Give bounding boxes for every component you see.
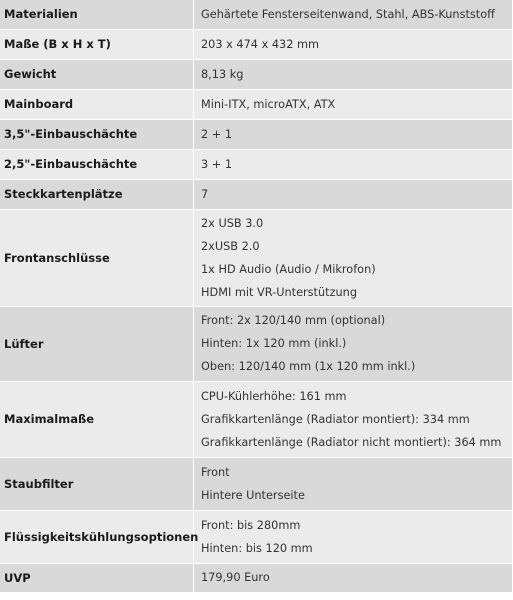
spec-value-line: 2x USB 3.0 — [201, 216, 264, 230]
spec-key: Frontanschlüsse — [0, 209, 194, 306]
spec-row-dust-filter — [0, 457, 513, 510]
spec-value-line: 2 + 1 — [201, 127, 233, 141]
spec-value-line: Hinten: 1x 120 mm (inkl.) — [201, 337, 347, 350]
spec-value — [194, 306, 513, 381]
spec-value-line: CPU-Kühlerhöhe: 161 mm — [201, 389, 347, 403]
spec-row-materials — [0, 0, 513, 29]
spec-value — [194, 209, 513, 306]
spec-row-dimensions — [0, 29, 513, 59]
spec-value-line: 7 — [201, 187, 209, 201]
spec-row-mainboard — [0, 89, 513, 119]
spec-key: Steckkartenplätze — [0, 179, 194, 209]
spec-key: Materialien — [0, 0, 194, 29]
spec-value-line: 3 + 1 — [201, 157, 233, 171]
spec-value-line: Front: bis 280mm — [201, 518, 301, 532]
spec-value-line: Mini-ITX, microATX, ATX — [201, 97, 336, 111]
spec-key: UVP — [0, 563, 194, 592]
spec-value-line: Front: 2x 120/140 mm (optional) — [201, 314, 386, 327]
spec-value-line: Front — [201, 465, 230, 479]
spec-value — [194, 29, 513, 59]
spec-row-liquid-cooling — [0, 510, 513, 563]
spec-key: 3,5"-Einbauschächte — [0, 119, 194, 149]
spec-value-line: Oben: 120/140 mm (1x 120 mm inkl.) — [201, 360, 416, 373]
spec-value — [194, 89, 513, 119]
spec-value — [194, 510, 513, 563]
spec-key: Mainboard — [0, 89, 194, 119]
spec-value — [194, 457, 513, 510]
spec-value-line: 203 x 474 x 432 mm — [201, 37, 320, 51]
spec-value — [194, 59, 513, 89]
spec-row-front-ports — [0, 209, 513, 306]
spec-value-line: Hintere Unterseite — [201, 488, 305, 502]
spec-row-weight — [0, 59, 513, 89]
spec-value-line: Grafikkartenlänge (Radiator montiert): 334 mm — [201, 412, 470, 426]
spec-value — [194, 563, 513, 592]
spec-value-line: Gehärtete Fensterseitenwand, Stahl, ABS-Kunststoff — [201, 7, 495, 21]
spec-row-25-bays — [0, 149, 513, 179]
spec-key: Gewicht — [0, 59, 194, 89]
spec-value-line: Hinten: bis 120 mm — [201, 541, 313, 555]
spec-value — [194, 179, 513, 209]
spec-row-35-bays — [0, 119, 513, 149]
spec-value-line: 2xUSB 2.0 — [201, 239, 260, 253]
spec-key: Maximalmaße — [0, 381, 194, 457]
spec-value-line: 1x HD Audio (Audio / Mikrofon) — [201, 262, 376, 276]
spec-value — [194, 119, 513, 149]
spec-row-max-dimensions — [0, 381, 513, 457]
spec-key: Lüfter — [0, 306, 194, 381]
spec-value-line: 179,90 Euro — [201, 571, 270, 584]
spec-key: Staubfilter — [0, 457, 194, 510]
spec-row-price — [0, 563, 513, 592]
spec-row-expansion-slots — [0, 179, 513, 209]
spec-value-line: Grafikkartenlänge (Radiator nicht montiert): 364 mm — [201, 435, 502, 449]
spec-value — [194, 0, 513, 29]
spec-value-line: 8,13 kg — [201, 67, 244, 81]
spec-key: Flüssigkeitskühlungsoptionen — [0, 510, 194, 563]
spec-value — [194, 149, 513, 179]
spec-value — [194, 381, 513, 457]
spec-row-fans — [0, 306, 513, 381]
spec-value-line: HDMI mit VR-Unterstützung — [201, 285, 357, 299]
spec-key: 2,5"-Einbauschächte — [0, 149, 194, 179]
spec-key: Maße (B x H x T) — [0, 29, 194, 59]
